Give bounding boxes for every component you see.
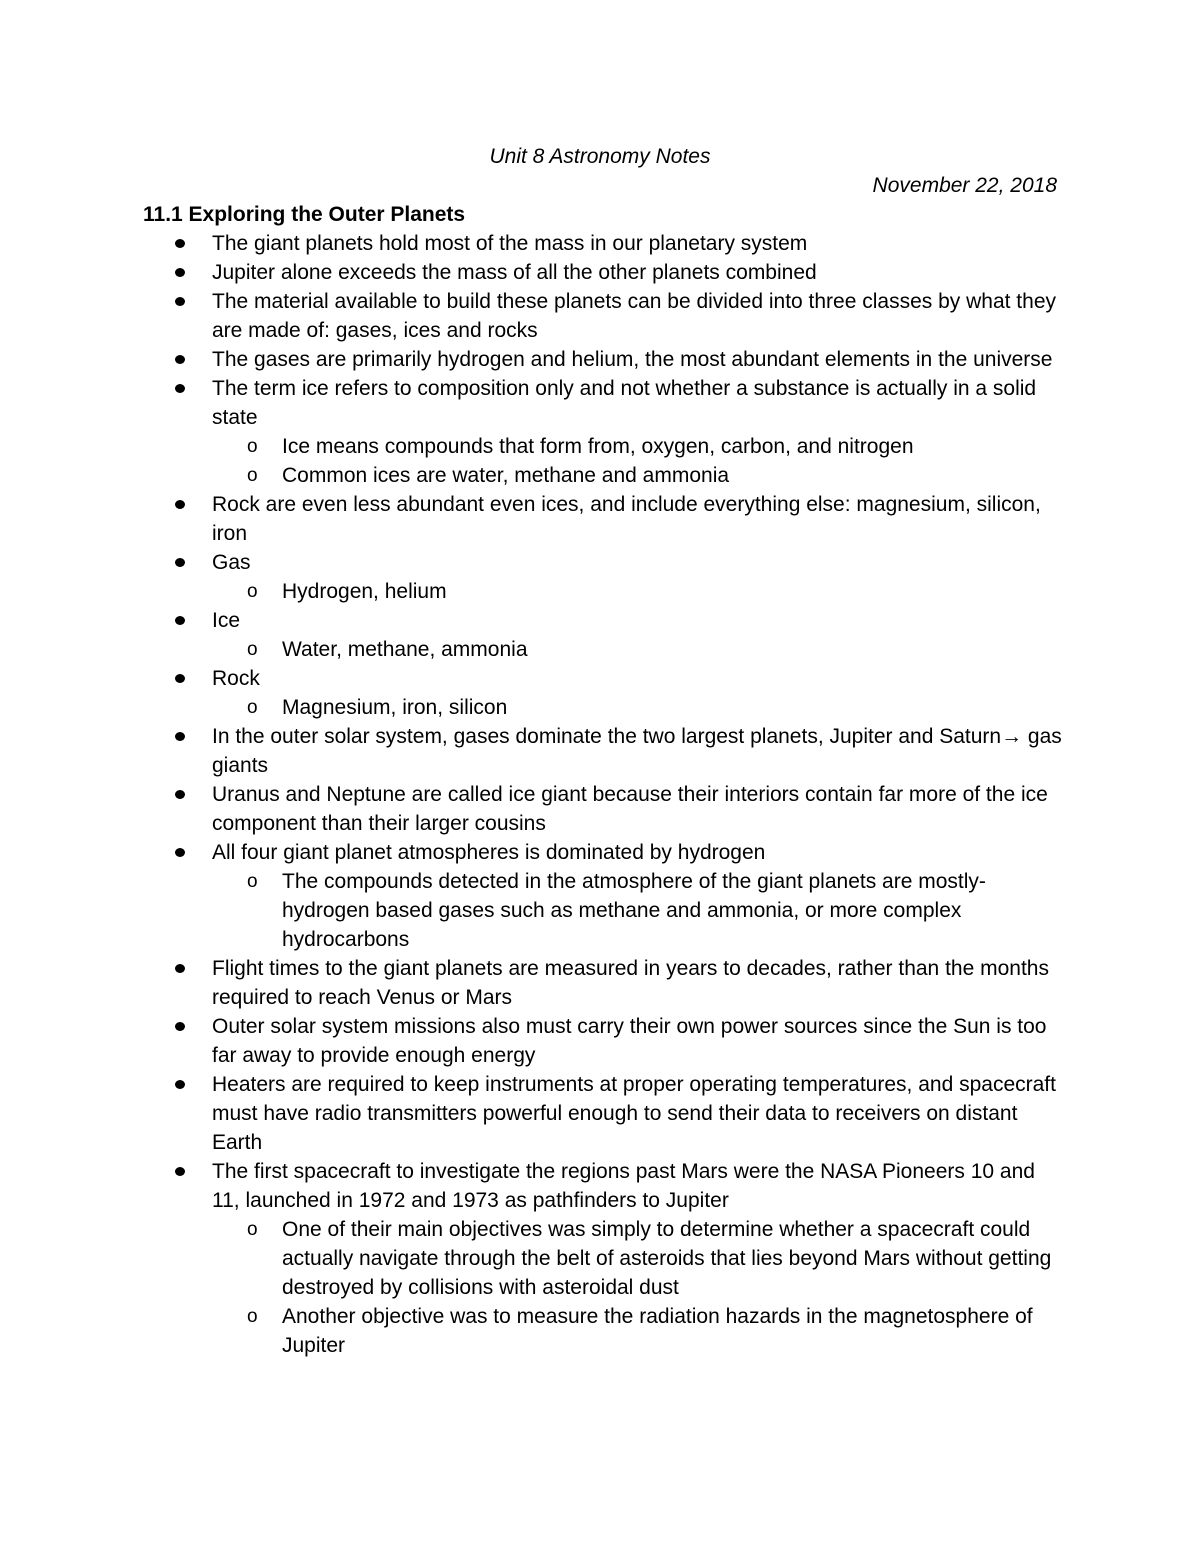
circle-bullet-icon: o	[247, 436, 258, 457]
bullet-icon	[175, 239, 185, 248]
sub-list-item-text: Ice means compounds that form from, oxygen, carbon, and nitrogen	[282, 435, 914, 458]
section-heading: 11.1 Exploring the Outer Planets	[143, 203, 466, 226]
list-item	[143, 287, 1063, 345]
bullet-icon	[175, 558, 185, 567]
circle-bullet-icon: o	[247, 465, 258, 486]
sub-list-item-text: Hydrogen, helium	[282, 580, 447, 603]
sub-list-item	[212, 1215, 1063, 1302]
list-item	[143, 374, 1063, 490]
document-date: November 22, 2018	[872, 174, 1057, 197]
list-item-text: Outer solar system missions also must carry their own power sources since the Sun is too far away to provide enough energy	[212, 1015, 1047, 1067]
sub-list-item	[212, 1302, 1063, 1360]
list-item-text: In the outer solar system, gases dominate the two largest planets, Jupiter and Saturn→ gas giants	[212, 725, 1062, 777]
list-item-text: Gas	[212, 551, 251, 574]
list-item	[143, 664, 1063, 722]
circle-bullet-icon: o	[247, 1219, 258, 1240]
list-item	[143, 1070, 1063, 1157]
document-title: Unit 8 Astronomy Notes	[489, 145, 711, 168]
list-item-text: The first spacecraft to investigate the regions past Mars were the NASA Pioneers 10 and 11, launched in 1972 and 1973 as pathfinders to Jupiter	[212, 1160, 1035, 1212]
list-item	[143, 1157, 1063, 1360]
circle-bullet-icon: o	[247, 697, 258, 718]
list-item-text: Jupiter alone exceeds the mass of all the other planets combined	[212, 261, 817, 284]
list-item-text: All four giant planet atmospheres is dominated by hydrogen	[212, 841, 766, 864]
bullet-icon	[175, 790, 185, 799]
bullet-icon	[175, 964, 185, 973]
list-item-text: Uranus and Neptune are called ice giant because their interiors contain far more of the ice component than their larger cousins	[212, 783, 1048, 835]
list-item	[143, 258, 1063, 287]
sub-bullet-list	[212, 635, 1063, 664]
bullet-icon	[175, 500, 185, 509]
sub-list-item	[212, 577, 1063, 606]
sub-bullet-list	[212, 693, 1063, 722]
sub-list-item-text: Common ices are water, methane and ammonia	[282, 464, 730, 487]
list-item-text: Ice	[212, 609, 241, 632]
list-item-text: Rock	[212, 667, 260, 690]
list-item	[143, 1012, 1063, 1070]
sub-bullet-list	[212, 867, 1063, 954]
list-item	[143, 838, 1063, 954]
bullet-icon	[175, 848, 185, 857]
sub-list-item	[212, 693, 1063, 722]
sub-list-item-text: Magnesium, iron, silicon	[282, 696, 508, 719]
list-item	[143, 780, 1063, 838]
bullet-icon	[175, 1022, 185, 1031]
sub-list-item-text: Another objective was to measure the radiation hazards in the magnetosphere of Jupiter	[282, 1305, 1033, 1357]
sub-list-item	[212, 432, 1063, 461]
bullet-icon	[175, 732, 185, 741]
list-item-text: Flight times to the giant planets are measured in years to decades, rather than the months required to reach Venus or Mars	[212, 957, 1049, 1009]
list-item	[143, 229, 1063, 258]
bullet-icon	[175, 616, 185, 625]
list-item-text: Rock are even less abundant even ices, and include everything else: magnesium, silicon, iron	[212, 493, 1041, 545]
bullet-icon	[175, 355, 185, 364]
list-item-text: The material available to build these planets can be divided into three classes by what they are made of: gases, ices and rocks	[212, 290, 1056, 342]
circle-bullet-icon: o	[247, 639, 258, 660]
bullet-icon	[175, 1167, 185, 1176]
circle-bullet-icon: o	[247, 1306, 258, 1327]
sub-list-item	[212, 867, 1063, 954]
bullet-list	[143, 229, 1063, 1360]
circle-bullet-icon: o	[247, 581, 258, 602]
bullet-icon	[175, 268, 185, 277]
list-item	[143, 722, 1063, 780]
list-item-text: The giant planets hold most of the mass in our planetary system	[212, 232, 808, 255]
list-item	[143, 606, 1063, 664]
sub-list-item-text: Water, methane, ammonia	[282, 638, 528, 661]
sub-bullet-list	[212, 577, 1063, 606]
list-item	[143, 954, 1063, 1012]
bullet-icon	[175, 384, 185, 393]
list-item	[143, 490, 1063, 548]
sub-bullet-list	[212, 1215, 1063, 1360]
list-item	[143, 548, 1063, 606]
circle-bullet-icon: o	[247, 871, 258, 892]
bullet-icon	[175, 674, 185, 683]
list-item	[143, 345, 1063, 374]
list-item-text: The term ice refers to composition only and not whether a substance is actually in a solid state	[212, 377, 1037, 429]
notes-body	[143, 229, 1063, 1360]
list-item-text: Heaters are required to keep instruments at proper operating temperatures, and spacecraft must have radio transmitters powerful enough to send their data to receivers on distant Earth	[212, 1073, 1056, 1154]
sub-bullet-list	[212, 432, 1063, 490]
sub-list-item	[212, 461, 1063, 490]
bullet-icon	[175, 297, 185, 306]
sub-list-item-text: One of their main objectives was simply to determine whether a spacecraft could actually navigate through the belt of asteroids that lies beyond Mars without getting destroyed by collisions with asteroidal dust	[282, 1218, 1052, 1299]
list-item-text: The gases are primarily hydrogen and helium, the most abundant elements in the universe	[212, 348, 1053, 371]
bullet-icon	[175, 1080, 185, 1089]
sub-list-item-text: The compounds detected in the atmosphere of the giant planets are mostly- hydrogen based gases such as methane and ammonia, or more complex hydrocarbons	[282, 870, 986, 951]
sub-list-item	[212, 635, 1063, 664]
